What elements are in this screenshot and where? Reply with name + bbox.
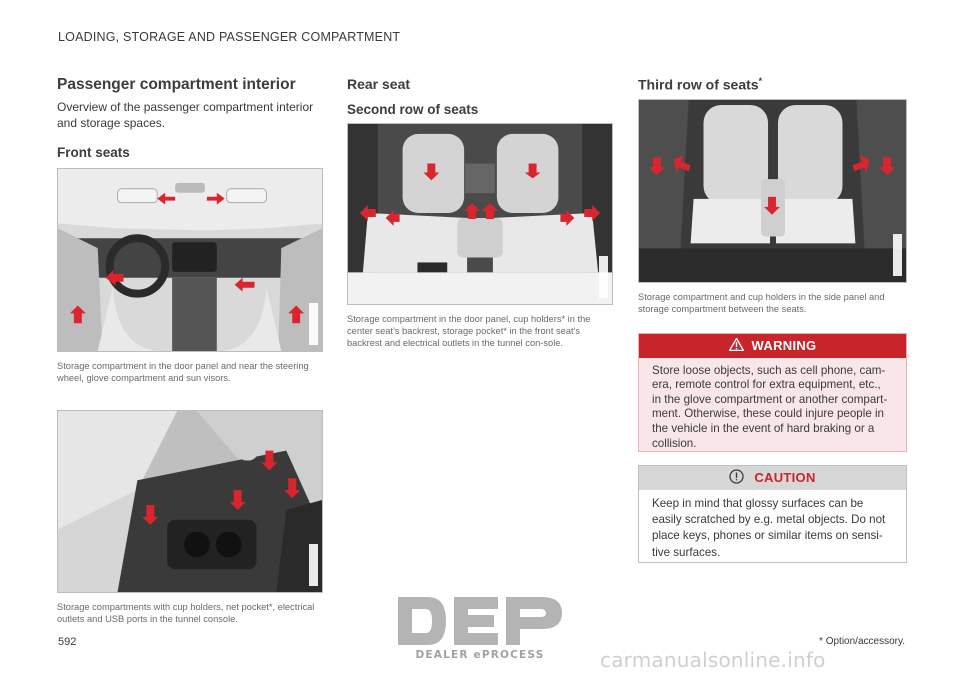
page-number: 592 xyxy=(58,636,77,648)
section-title-third-row: Third row of seats* xyxy=(638,76,763,93)
caption-third-row: Storage compartment and cup holders in the side panel and storage compartment between the seats. xyxy=(638,291,885,314)
running-header: LOADING, STORAGE AND PASSENGER COMPARTMENT xyxy=(58,30,401,44)
caution-exclamation-icon xyxy=(729,469,744,487)
warning-header xyxy=(639,334,906,358)
image-code-label xyxy=(309,544,318,586)
logo-tagline: DEALER ePROCESS xyxy=(415,649,545,661)
column-third-row xyxy=(638,76,907,563)
front-seats-photo xyxy=(57,168,323,352)
subtitle-second-row: Second row of seats xyxy=(347,102,479,117)
warning-triangle-icon xyxy=(729,338,744,354)
tunnel-console-photo xyxy=(57,410,323,593)
caption-front-seats: Storage compartment in the door panel and near the steering wheel, glove compartment and sun visors. xyxy=(57,361,309,383)
column-front-seats xyxy=(57,76,323,625)
warning-label: WARNING xyxy=(751,338,817,354)
image-code-label xyxy=(893,234,902,276)
section-title-rear-seat: Rear seat xyxy=(347,76,411,92)
footnote-option-accessory: * Option/accessory. xyxy=(819,636,905,647)
page-title: Passenger compartment interior xyxy=(57,76,296,93)
watermark: carmanualsonline.info xyxy=(600,648,826,672)
column-rear-seat xyxy=(347,76,613,349)
third-row-photo xyxy=(638,99,907,283)
caption-second-row: Storage compartment in the door panel, cup holders* in the center seat's backrest, storage pocket* in the front seat's backrest and electrical outlets in the tunnel con-sole. xyxy=(347,314,591,348)
second-row-photo xyxy=(347,123,613,305)
dealer-eprocess-logo xyxy=(394,591,566,663)
intro-text: Overview of the passenger compartment interior and storage spaces. xyxy=(57,100,314,130)
subtitle-front-seats: Front seats xyxy=(57,145,130,160)
caution-box xyxy=(638,465,907,563)
caution-header xyxy=(639,466,906,490)
caution-text: Keep in mind that glossy surfaces can be easily scratched by e.g. metal objects. Do not place keys, phones or similar items on sensi-tive surfaces. xyxy=(652,496,886,559)
warning-text: Store loose objects, such as cell phone, cam-era, remote control for extra equipment, etc., in the glove compartment or another compart-ment. Otherwise, these could injure people in the vehicle in the event of hard braking or a collision. xyxy=(652,363,888,450)
image-code-label xyxy=(309,303,318,345)
image-code-label xyxy=(599,256,608,298)
caption-tunnel-console: Storage compartments with cup holders, net pocket*, electrical outlets and USB ports in the tunnel console. xyxy=(57,602,315,624)
caution-label: CAUTION xyxy=(754,470,816,486)
warning-box xyxy=(638,333,907,452)
